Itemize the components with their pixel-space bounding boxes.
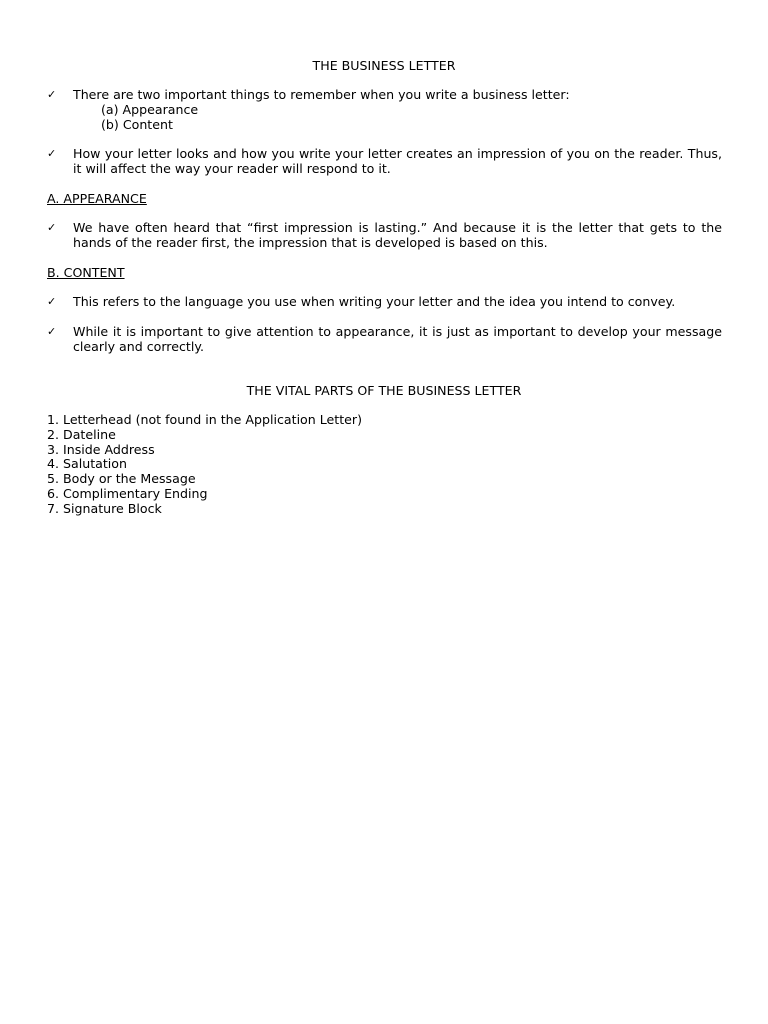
list-item: 2. Dateline	[47, 426, 116, 442]
checkmark-icon: ✓	[47, 147, 57, 160]
bullet-text: There are two important things to remember when you write a business letter:	[73, 87, 570, 102]
list-item: 4. Salutation	[47, 456, 127, 472]
bullet-text: How your letter looks and how you write your letter creates an impression of you on the reader. Thus, it will affect the way your reader will respond to it.	[73, 146, 722, 176]
vital-parts-list	[47, 413, 362, 517]
bullet-text: While it is important to give attention to appearance, it is just as important to develop your message clearly and correctly.	[73, 324, 722, 354]
list-item: 5. Body or the Message	[47, 471, 196, 487]
sub-item-appearance: (a) Appearance	[101, 101, 199, 117]
document-title: THE BUSINESS LETTER	[312, 58, 456, 73]
bullet-text: We have often heard that “first impression is lasting.” And because it is the letter that gets to the hands of the reader first, the impression that is developed is based on this.	[73, 220, 722, 250]
intro-bullet-1	[47, 88, 722, 132]
content-bullet-1	[47, 295, 722, 310]
checkmark-icon: ✓	[47, 221, 57, 234]
content-bullet-2	[47, 325, 722, 355]
appearance-bullet-1	[47, 221, 722, 251]
bullet-text: This refers to the language you use when writing your letter and the idea you intend to convey.	[73, 294, 676, 309]
appearance-heading: A. APPEARANCE	[47, 191, 147, 206]
vital-parts-title: THE VITAL PARTS OF THE BUSINESS LETTER	[246, 383, 522, 398]
checkmark-icon: ✓	[47, 325, 57, 338]
list-item: 6. Complimentary Ending	[47, 485, 208, 501]
content-heading: B. CONTENT	[47, 265, 125, 280]
list-item: 3. Inside Address	[47, 441, 155, 457]
list-item: 7. Signature Block	[47, 500, 162, 516]
list-item: 1. Letterhead (not found in the Application Letter)	[47, 412, 363, 427]
sub-item-content: (b) Content	[101, 116, 173, 132]
checkmark-icon: ✓	[47, 88, 57, 101]
checkmark-icon: ✓	[47, 295, 57, 308]
intro-bullet-2	[47, 147, 722, 177]
